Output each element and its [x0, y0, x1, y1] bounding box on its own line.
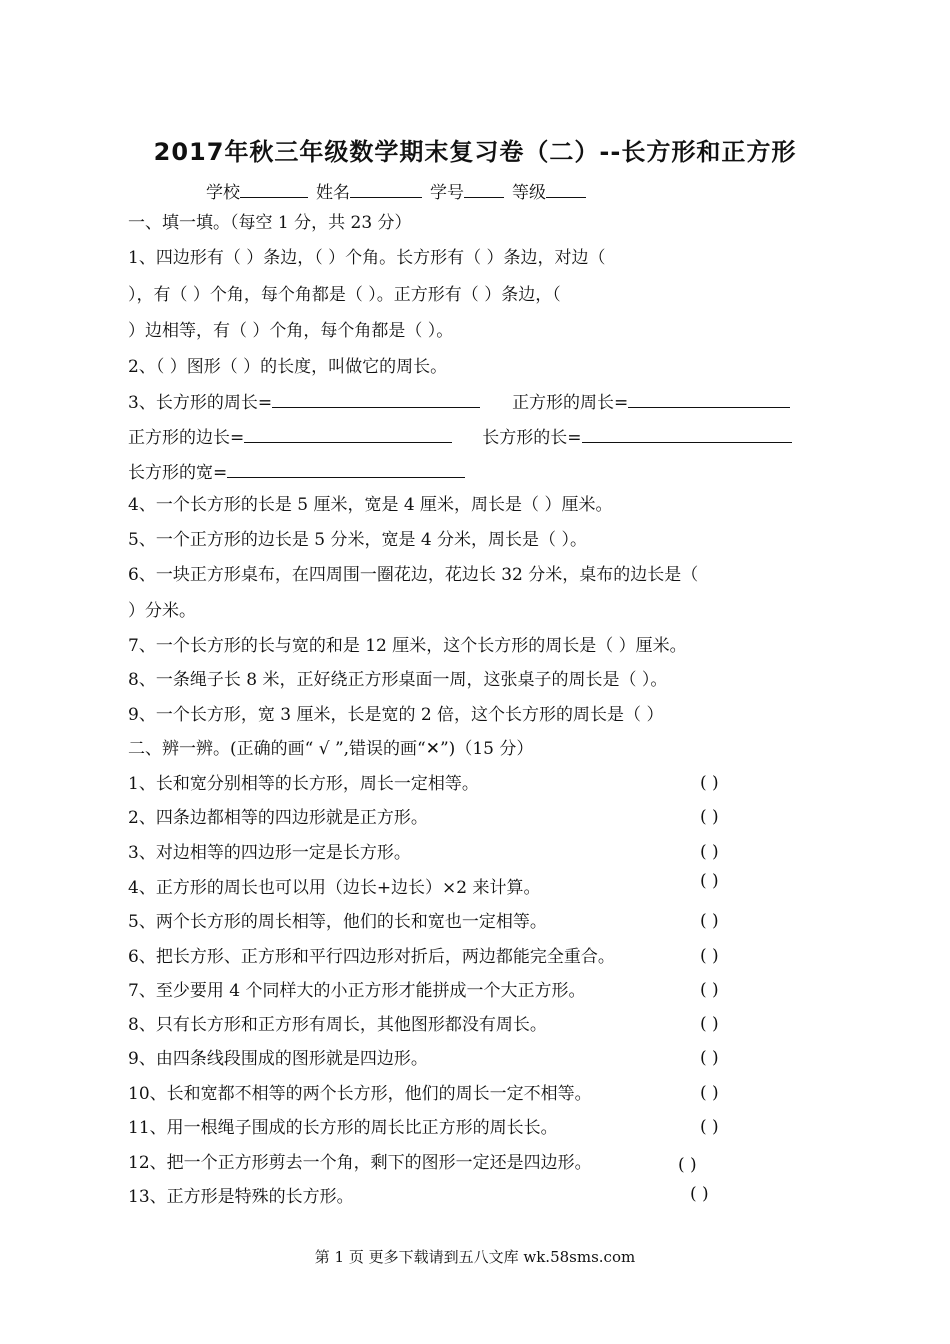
answer-paren[interactable]: ( ): [700, 946, 719, 966]
q3-blank: [628, 390, 790, 408]
school-label: 学校: [206, 183, 240, 203]
judge-item: 8、只有长方形和正方形有周长，其他图形都没有周长。: [128, 1015, 547, 1035]
judge-item: 4、正方形的周长也可以用（边长+边长）×2 来计算。: [128, 878, 541, 898]
question-3-row3: [128, 460, 465, 484]
question-line: 5、一个正方形的边长是 5 分米，宽是 4 分米，周长是（ ）。: [128, 530, 587, 550]
q3-blank: [272, 390, 480, 408]
name-blank: [350, 180, 422, 198]
question-line: 2、（ ）图形（ ）的长度，叫做它的周长。: [128, 357, 448, 377]
question-line: 9、一个长方形，宽 3 厘米，长是宽的 2 倍，这个长方形的周长是（ ）: [128, 705, 664, 725]
answer-paren[interactable]: ( ): [700, 1083, 719, 1103]
number-blank: [464, 180, 504, 198]
q3-blank: [582, 425, 792, 443]
judge-item: 1、长和宽分别相等的长方形，周长一定相等。: [128, 774, 479, 794]
judge-item: 11、用一根绳子围成的长方形的周长比正方形的周长长。: [128, 1118, 558, 1138]
section2-heading: 二、辨一辨。(正确的画“ √ ”,错误的画“✕”)（15 分）: [128, 739, 534, 759]
question-line: ），有（ ）个角，每个角都是（ ）。正方形有（ ）条边，（: [128, 285, 561, 305]
question-line: 4、一个长方形的长是 5 厘米，宽是 4 厘米，周长是（ ）厘米。: [128, 495, 613, 515]
judge-item: 2、四条边都相等的四边形就是正方形。: [128, 808, 428, 828]
q3-rect-width-label: 长方形的宽=: [128, 463, 228, 483]
q3-blank: [227, 460, 465, 478]
answer-paren[interactable]: ( ): [700, 911, 719, 931]
question-line: ）分米。: [128, 601, 196, 621]
judge-item: 5、两个长方形的周长相等，他们的长和宽也一定相等。: [128, 912, 547, 932]
judge-item: 10、长和宽都不相等的两个长方形，他们的周长一定不相等。: [128, 1084, 592, 1104]
answer-paren[interactable]: ( ): [700, 980, 719, 1000]
page-title: 2017年秋三年级数学期末复习卷（二）--长方形和正方形: [153, 138, 797, 166]
question-line: ）边相等，有（ ）个角，每个角都是（ ）。: [128, 321, 454, 341]
question-line: 8、一条绳子长 8 米，正好绕正方形桌面一周，这张桌子的周长是（ ）。: [128, 670, 668, 690]
q3-rect-perimeter-label: 3、长方形的周长=: [128, 393, 273, 413]
name-label: 姓名: [316, 183, 350, 203]
q3-square-perimeter-label: 正方形的周长=: [512, 393, 629, 413]
judge-item: 3、对边相等的四边形一定是长方形。: [128, 843, 411, 863]
question-line: 7、一个长方形的长与宽的和是 12 厘米，这个长方形的周长是（ ）厘米。: [128, 636, 687, 656]
grade-blank: [546, 180, 586, 198]
q3-blank: [244, 425, 452, 443]
answer-paren[interactable]: ( ): [700, 871, 719, 891]
answer-paren[interactable]: ( ): [700, 807, 719, 827]
answer-paren[interactable]: ( ): [700, 1117, 719, 1137]
answer-paren[interactable]: ( ): [700, 1048, 719, 1068]
answer-paren[interactable]: ( ): [700, 1014, 719, 1034]
judge-item: 7、至少要用 4 个同样大的小正方形才能拼成一个大正方形。: [128, 981, 586, 1001]
question-3-row2: [128, 425, 792, 449]
question-line: 1、四边形有（ ）条边，（ ）个角。长方形有（ ）条边，对边（: [128, 248, 606, 268]
q3-square-side-label: 正方形的边长=: [128, 428, 245, 448]
judge-item: 9、由四条线段围成的图形就是四边形。: [128, 1049, 428, 1069]
question-3-row1: [128, 390, 790, 414]
school-blank: [240, 180, 308, 198]
answer-paren[interactable]: ( ): [678, 1155, 697, 1175]
grade-label: 等级: [512, 183, 546, 203]
student-info-row: [206, 178, 586, 203]
answer-paren[interactable]: ( ): [690, 1184, 709, 1204]
section1-heading: 一、填一填。（每空 1 分，共 23 分）: [128, 213, 412, 233]
answer-paren[interactable]: ( ): [700, 842, 719, 862]
question-line: 6、一块正方形桌布，在四周围一圈花边，花边长 32 分米，桌布的边长是（: [128, 565, 699, 585]
page-footer: 第 1 页 更多下载请到五八文库 wk.58sms.com: [314, 1248, 636, 1266]
judge-item: 6、把长方形、正方形和平行四边形对折后，两边都能完全重合。: [128, 947, 615, 967]
judge-item: 13、正方形是特殊的长方形。: [128, 1187, 354, 1207]
q3-rect-length-label: 长方形的长=: [482, 428, 582, 448]
number-label: 学号: [430, 183, 464, 203]
answer-paren[interactable]: ( ): [700, 773, 719, 793]
judge-item: 12、把一个正方形剪去一个角，剩下的图形一定还是四边形。: [128, 1153, 592, 1173]
